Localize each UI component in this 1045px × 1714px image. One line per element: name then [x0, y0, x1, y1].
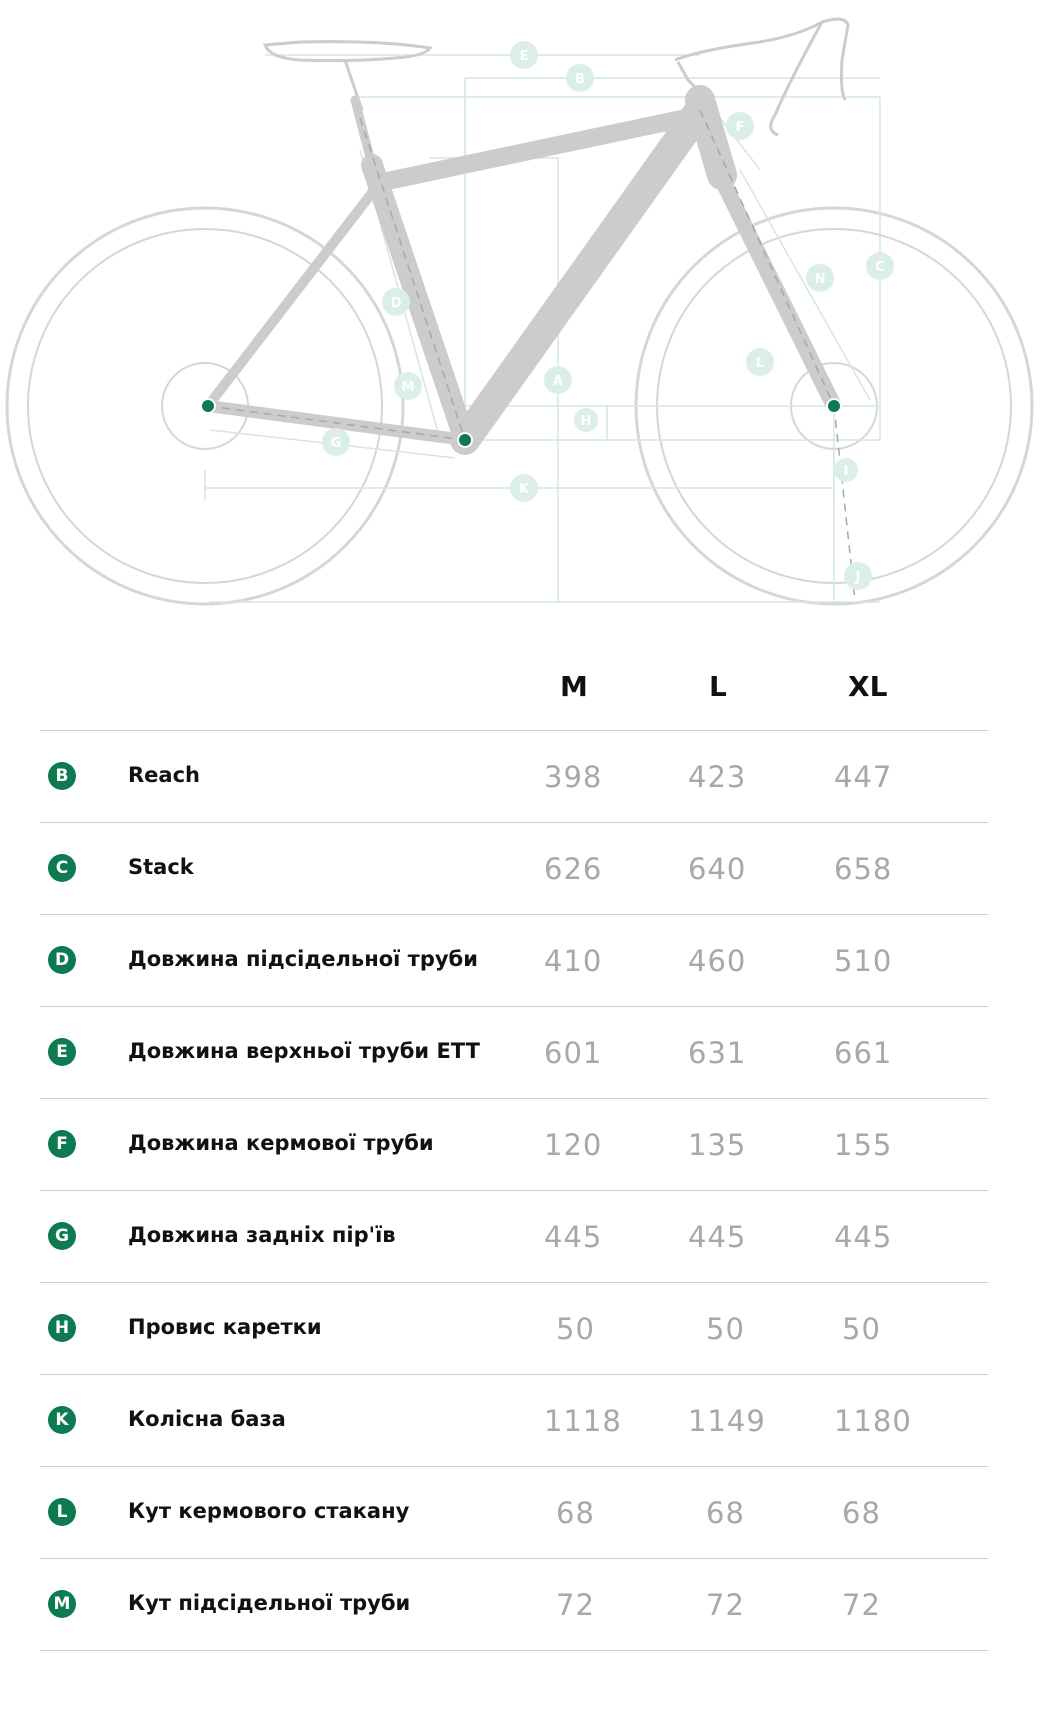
- marker-j: [844, 562, 872, 590]
- table-row-seat-tube-length: [40, 915, 988, 1007]
- value-l: 640: [688, 852, 747, 886]
- marker-k: [510, 474, 538, 502]
- letter-badge: E: [48, 1038, 76, 1066]
- table-row-top-tube-length: [40, 1007, 988, 1099]
- svg-text:I: I: [843, 464, 849, 479]
- value-m: 72: [556, 1588, 595, 1622]
- value-l: 135: [688, 1128, 747, 1162]
- svg-text:K: K: [518, 482, 530, 497]
- table-row-seat-angle: [40, 1559, 988, 1651]
- letter-badge: G: [48, 1222, 76, 1250]
- value-xl: 658: [834, 852, 893, 886]
- value-xl: 661: [834, 1036, 893, 1070]
- value-l: 423: [688, 760, 747, 794]
- value-l: 50: [706, 1312, 745, 1346]
- svg-text:M: M: [401, 380, 415, 395]
- marker-h: [574, 408, 598, 432]
- table-row-chainstay-length: [40, 1191, 988, 1283]
- letter-badge: H: [48, 1314, 76, 1342]
- svg-text:G: G: [330, 436, 342, 451]
- table-row-head-tube-length: [40, 1099, 988, 1191]
- letter-badge: C: [48, 854, 76, 882]
- letter-badge: F: [48, 1130, 76, 1158]
- marker-a: [544, 366, 572, 394]
- value-xl: 510: [834, 944, 893, 978]
- parameter-name: Кут кермового стакану: [128, 1499, 410, 1523]
- value-xl: 50: [842, 1312, 881, 1346]
- svg-text:B: B: [575, 72, 585, 87]
- svg-text:L: L: [755, 356, 765, 371]
- marker-c: [866, 252, 894, 280]
- marker-i: [834, 458, 858, 482]
- value-xl: 445: [834, 1220, 893, 1254]
- parameter-name: Провис каретки: [128, 1315, 322, 1339]
- geometry-table: [40, 731, 988, 1651]
- value-xl: 72: [842, 1588, 881, 1622]
- svg-text:C: C: [875, 260, 885, 275]
- marker-f: [726, 112, 754, 140]
- value-m: 626: [544, 852, 603, 886]
- value-l: 445: [688, 1220, 747, 1254]
- parameter-name: Reach: [128, 763, 200, 787]
- saddle: [265, 42, 430, 110]
- marker-g: [322, 428, 350, 456]
- svg-text:N: N: [814, 272, 826, 287]
- size-header-row: [40, 660, 988, 731]
- value-l: 68: [706, 1496, 745, 1530]
- bike-geometry-diagram: [0, 0, 1045, 620]
- size-xl-header: XL: [848, 670, 888, 703]
- value-m: 68: [556, 1496, 595, 1530]
- value-m: 1118: [544, 1404, 622, 1438]
- value-xl: 68: [842, 1496, 881, 1530]
- value-xl: 155: [834, 1128, 893, 1162]
- value-m: 410: [544, 944, 603, 978]
- value-m: 50: [556, 1312, 595, 1346]
- value-m: 398: [544, 760, 603, 794]
- marker-b: [566, 64, 594, 92]
- parameter-name: Довжина підсідельної труби: [128, 947, 478, 971]
- parameter-name: Колісна база: [128, 1407, 286, 1431]
- value-l: 460: [688, 944, 747, 978]
- svg-text:F: F: [735, 120, 745, 135]
- marker-n: [806, 264, 834, 292]
- marker-e: [510, 41, 538, 69]
- table-row-head-angle: [40, 1467, 988, 1559]
- value-m: 120: [544, 1128, 603, 1162]
- front-axle-point: [827, 399, 841, 413]
- value-xl: 1180: [834, 1404, 912, 1438]
- table-row-stack: [40, 823, 988, 915]
- parameter-name: Довжина кермової труби: [128, 1131, 434, 1155]
- parameter-name: Довжина задніх пір'їв: [128, 1223, 396, 1247]
- value-l: 1149: [688, 1404, 766, 1438]
- bike-frame: [208, 100, 834, 440]
- svg-text:J: J: [855, 570, 861, 585]
- marker-l: [746, 348, 774, 376]
- marker-d: [382, 288, 410, 316]
- letter-badge: K: [48, 1406, 76, 1434]
- value-m: 445: [544, 1220, 603, 1254]
- parameter-name: Кут підсідельної труби: [128, 1591, 411, 1615]
- svg-text:E: E: [519, 49, 529, 64]
- svg-text:A: A: [552, 374, 564, 389]
- letter-badge: D: [48, 946, 76, 974]
- table-row-reach: [40, 731, 988, 823]
- value-xl: 447: [834, 760, 893, 794]
- parameter-name: Довжина верхньої труби ETT: [128, 1039, 480, 1063]
- value-l: 631: [688, 1036, 747, 1070]
- svg-text:H: H: [580, 414, 592, 429]
- marker-m: [394, 372, 422, 400]
- letter-badge: B: [48, 762, 76, 790]
- value-m: 601: [544, 1036, 603, 1070]
- size-m-header: M: [560, 670, 588, 703]
- table-row-wheelbase: [40, 1375, 988, 1467]
- rear-axle-point: [201, 399, 215, 413]
- bottom-bracket-point: [458, 433, 472, 447]
- letter-badge: M: [48, 1590, 76, 1618]
- svg-text:D: D: [390, 296, 402, 311]
- table-row-bb-drop: [40, 1283, 988, 1375]
- letter-badge: L: [48, 1498, 76, 1526]
- parameter-name: Stack: [128, 855, 194, 879]
- measurement-markers: [322, 41, 894, 590]
- size-l-header: L: [709, 670, 727, 703]
- value-l: 72: [706, 1588, 745, 1622]
